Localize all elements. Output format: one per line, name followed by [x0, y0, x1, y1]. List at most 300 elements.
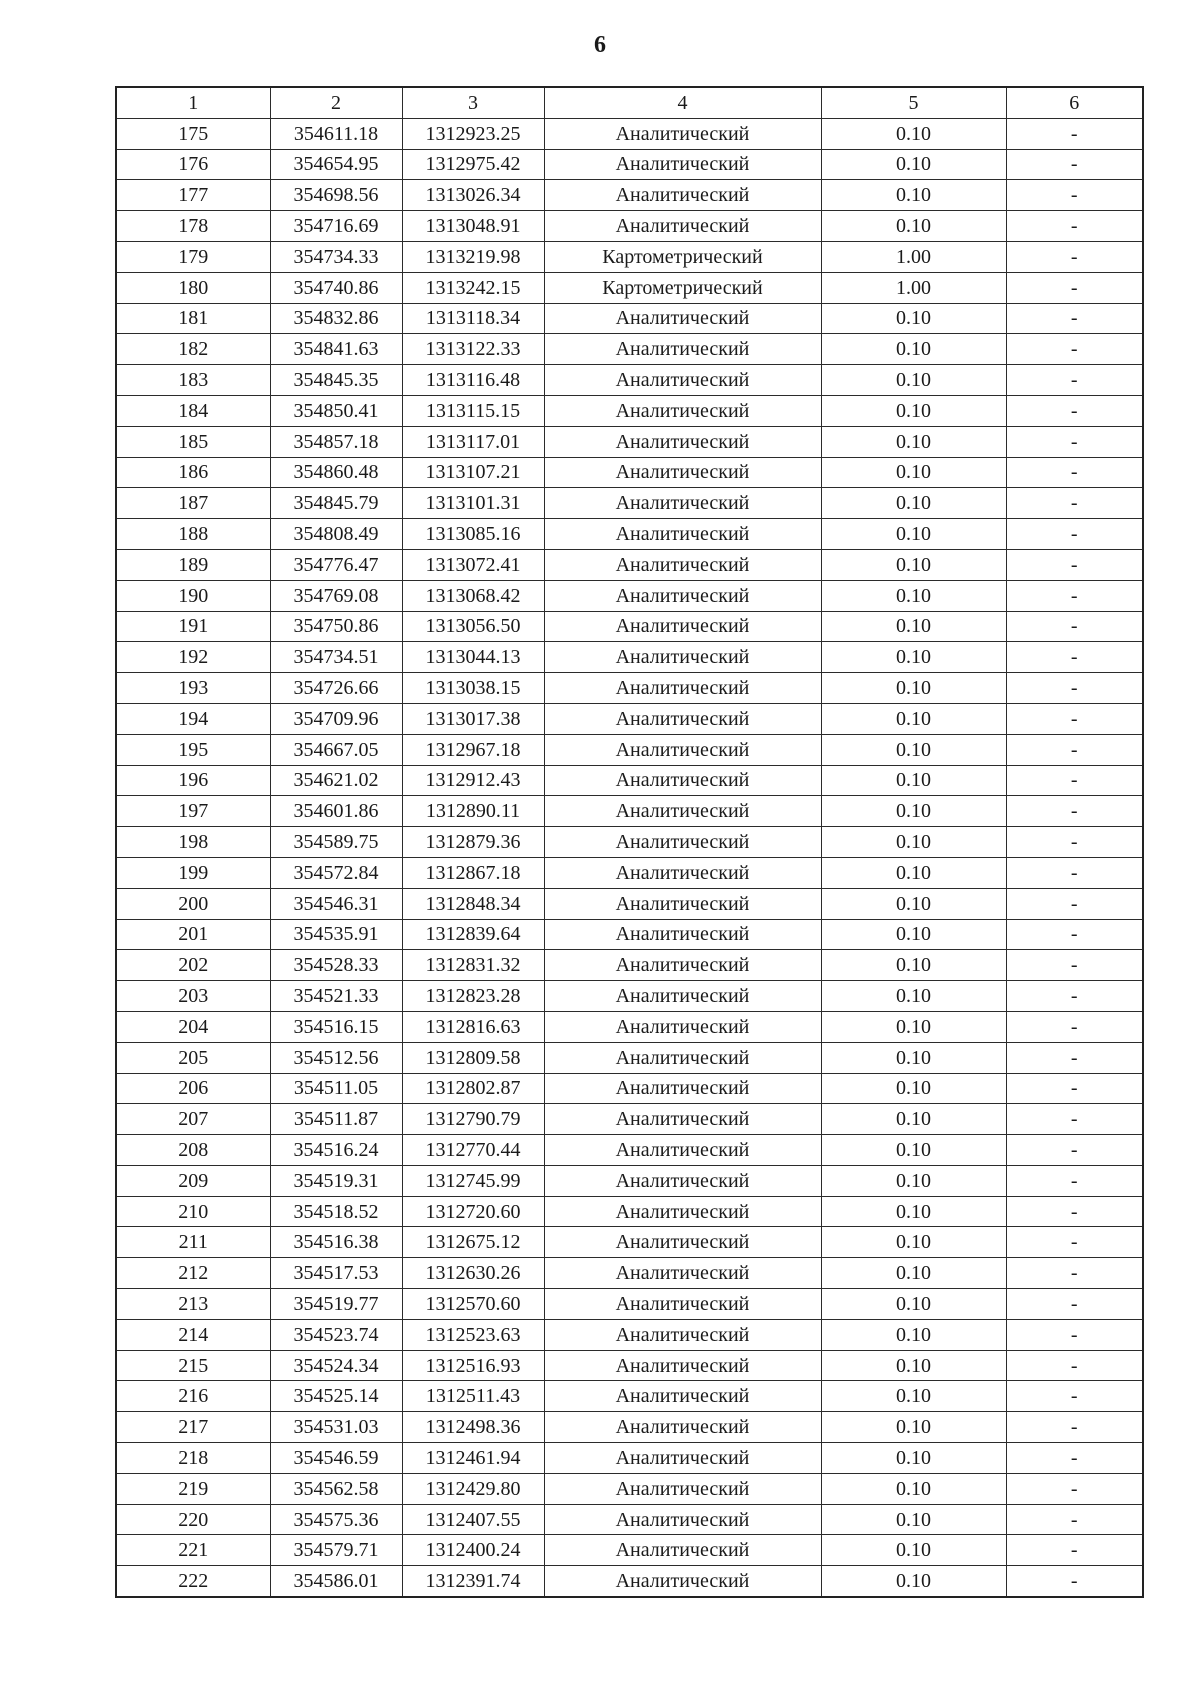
- cell-accuracy: 1.00: [821, 272, 1006, 303]
- cell-note: -: [1006, 457, 1143, 488]
- cell-point-number: 196: [116, 765, 270, 796]
- table-row: [116, 488, 1143, 519]
- cell-y-coordinate: 1312498.36: [402, 1412, 544, 1443]
- table-row: [116, 1566, 1143, 1597]
- table-row: [116, 549, 1143, 580]
- table-row: [116, 888, 1143, 919]
- cell-method: Аналитический: [544, 180, 821, 211]
- cell-point-number: 207: [116, 1104, 270, 1135]
- header-cell-method: 4: [544, 87, 821, 118]
- cell-method: Аналитический: [544, 519, 821, 550]
- cell-accuracy: 0.10: [821, 519, 1006, 550]
- cell-note: -: [1006, 642, 1143, 673]
- table-row: [116, 765, 1143, 796]
- cell-point-number: 219: [116, 1473, 270, 1504]
- cell-method: Аналитический: [544, 580, 821, 611]
- table-row: [116, 857, 1143, 888]
- cell-x-coordinate: 354845.79: [270, 488, 402, 519]
- cell-accuracy: 0.10: [821, 981, 1006, 1012]
- cell-method: Аналитический: [544, 149, 821, 180]
- header-cell-note: 6: [1006, 87, 1143, 118]
- cell-note: -: [1006, 1196, 1143, 1227]
- cell-method: Аналитический: [544, 734, 821, 765]
- cell-method: Аналитический: [544, 426, 821, 457]
- cell-accuracy: 0.10: [821, 1258, 1006, 1289]
- cell-y-coordinate: 1312923.25: [402, 118, 544, 149]
- cell-method: Аналитический: [544, 827, 821, 858]
- cell-y-coordinate: 1312570.60: [402, 1289, 544, 1320]
- table-row: [116, 703, 1143, 734]
- cell-accuracy: 0.10: [821, 1350, 1006, 1381]
- cell-accuracy: 0.10: [821, 180, 1006, 211]
- cell-y-coordinate: 1312511.43: [402, 1381, 544, 1412]
- cell-point-number: 218: [116, 1443, 270, 1474]
- cell-point-number: 192: [116, 642, 270, 673]
- cell-x-coordinate: 354575.36: [270, 1504, 402, 1535]
- cell-method: Аналитический: [544, 1011, 821, 1042]
- cell-note: -: [1006, 950, 1143, 981]
- cell-x-coordinate: 354734.33: [270, 241, 402, 272]
- cell-accuracy: 0.10: [821, 1319, 1006, 1350]
- table-row: [116, 303, 1143, 334]
- cell-note: -: [1006, 149, 1143, 180]
- cell-x-coordinate: 354528.33: [270, 950, 402, 981]
- cell-accuracy: 0.10: [821, 1104, 1006, 1135]
- cell-point-number: 215: [116, 1350, 270, 1381]
- cell-method: Аналитический: [544, 919, 821, 950]
- cell-point-number: 200: [116, 888, 270, 919]
- cell-accuracy: 0.10: [821, 1504, 1006, 1535]
- cell-note: -: [1006, 549, 1143, 580]
- cell-note: -: [1006, 580, 1143, 611]
- cell-point-number: 185: [116, 426, 270, 457]
- cell-x-coordinate: 354524.34: [270, 1350, 402, 1381]
- cell-note: -: [1006, 1227, 1143, 1258]
- cell-y-coordinate: 1312839.64: [402, 919, 544, 950]
- table-row: [116, 395, 1143, 426]
- cell-y-coordinate: 1313242.15: [402, 272, 544, 303]
- cell-accuracy: 0.10: [821, 1535, 1006, 1566]
- cell-accuracy: 0.10: [821, 395, 1006, 426]
- cell-point-number: 222: [116, 1566, 270, 1597]
- cell-note: -: [1006, 1135, 1143, 1166]
- cell-note: -: [1006, 272, 1143, 303]
- table-body: [116, 87, 1143, 1597]
- cell-x-coordinate: 354512.56: [270, 1042, 402, 1073]
- cell-y-coordinate: 1313017.38: [402, 703, 544, 734]
- cell-accuracy: 0.10: [821, 580, 1006, 611]
- cell-y-coordinate: 1312823.28: [402, 981, 544, 1012]
- cell-x-coordinate: 354531.03: [270, 1412, 402, 1443]
- table-header-row: [116, 87, 1143, 118]
- cell-x-coordinate: 354832.86: [270, 303, 402, 334]
- cell-y-coordinate: 1313118.34: [402, 303, 544, 334]
- cell-accuracy: 0.10: [821, 857, 1006, 888]
- cell-point-number: 221: [116, 1535, 270, 1566]
- cell-accuracy: 0.10: [821, 1289, 1006, 1320]
- table-row: [116, 1412, 1143, 1443]
- cell-note: -: [1006, 334, 1143, 365]
- cell-x-coordinate: 354546.59: [270, 1443, 402, 1474]
- cell-accuracy: 0.10: [821, 734, 1006, 765]
- cell-note: -: [1006, 703, 1143, 734]
- cell-y-coordinate: 1312461.94: [402, 1443, 544, 1474]
- cell-point-number: 220: [116, 1504, 270, 1535]
- cell-method: Картометрический: [544, 272, 821, 303]
- cell-method: Аналитический: [544, 334, 821, 365]
- cell-note: -: [1006, 1350, 1143, 1381]
- cell-method: Аналитический: [544, 1042, 821, 1073]
- cell-y-coordinate: 1312745.99: [402, 1165, 544, 1196]
- table-row: [116, 1319, 1143, 1350]
- coordinates-table: [115, 86, 1144, 1598]
- cell-y-coordinate: 1312912.43: [402, 765, 544, 796]
- cell-x-coordinate: 354511.05: [270, 1073, 402, 1104]
- cell-point-number: 213: [116, 1289, 270, 1320]
- cell-note: -: [1006, 519, 1143, 550]
- table-row: [116, 1011, 1143, 1042]
- cell-x-coordinate: 354611.18: [270, 118, 402, 149]
- cell-note: -: [1006, 734, 1143, 765]
- cell-point-number: 199: [116, 857, 270, 888]
- cell-point-number: 179: [116, 241, 270, 272]
- cell-accuracy: 0.10: [821, 118, 1006, 149]
- cell-point-number: 176: [116, 149, 270, 180]
- cell-x-coordinate: 354586.01: [270, 1566, 402, 1597]
- table-row: [116, 1104, 1143, 1135]
- table-row: [116, 149, 1143, 180]
- cell-method: Аналитический: [544, 1104, 821, 1135]
- cell-note: -: [1006, 611, 1143, 642]
- cell-accuracy: 0.10: [821, 1381, 1006, 1412]
- table-row: [116, 580, 1143, 611]
- cell-y-coordinate: 1312630.26: [402, 1258, 544, 1289]
- table-row: [116, 1350, 1143, 1381]
- cell-accuracy: 0.10: [821, 211, 1006, 242]
- cell-method: Аналитический: [544, 1443, 821, 1474]
- table-row: [116, 919, 1143, 950]
- table-row: [116, 673, 1143, 704]
- cell-x-coordinate: 354516.38: [270, 1227, 402, 1258]
- cell-method: Аналитический: [544, 1289, 821, 1320]
- cell-x-coordinate: 354716.69: [270, 211, 402, 242]
- cell-method: Аналитический: [544, 888, 821, 919]
- cell-x-coordinate: 354518.52: [270, 1196, 402, 1227]
- cell-method: Аналитический: [544, 796, 821, 827]
- table-row: [116, 1135, 1143, 1166]
- table-row: [116, 611, 1143, 642]
- cell-method: Аналитический: [544, 1227, 821, 1258]
- cell-method: Аналитический: [544, 118, 821, 149]
- cell-accuracy: 0.10: [821, 642, 1006, 673]
- cell-point-number: 206: [116, 1073, 270, 1104]
- cell-x-coordinate: 354667.05: [270, 734, 402, 765]
- cell-x-coordinate: 354516.24: [270, 1135, 402, 1166]
- cell-point-number: 216: [116, 1381, 270, 1412]
- cell-point-number: 204: [116, 1011, 270, 1042]
- cell-method: Аналитический: [544, 857, 821, 888]
- cell-y-coordinate: 1313056.50: [402, 611, 544, 642]
- cell-y-coordinate: 1313116.48: [402, 365, 544, 396]
- table-row: [116, 457, 1143, 488]
- cell-y-coordinate: 1313117.01: [402, 426, 544, 457]
- cell-accuracy: 0.10: [821, 1042, 1006, 1073]
- cell-x-coordinate: 354546.31: [270, 888, 402, 919]
- cell-note: -: [1006, 365, 1143, 396]
- cell-method: Аналитический: [544, 1412, 821, 1443]
- cell-method: Аналитический: [544, 1165, 821, 1196]
- cell-x-coordinate: 354589.75: [270, 827, 402, 858]
- cell-x-coordinate: 354845.35: [270, 365, 402, 396]
- cell-point-number: 208: [116, 1135, 270, 1166]
- cell-note: -: [1006, 1258, 1143, 1289]
- cell-x-coordinate: 354535.91: [270, 919, 402, 950]
- table-row: [116, 642, 1143, 673]
- cell-y-coordinate: 1312809.58: [402, 1042, 544, 1073]
- cell-y-coordinate: 1313048.91: [402, 211, 544, 242]
- cell-method: Аналитический: [544, 1319, 821, 1350]
- header-cell-accuracy: 5: [821, 87, 1006, 118]
- cell-y-coordinate: 1312720.60: [402, 1196, 544, 1227]
- cell-point-number: 181: [116, 303, 270, 334]
- table-row: [116, 118, 1143, 149]
- cell-note: -: [1006, 1104, 1143, 1135]
- cell-x-coordinate: 354517.53: [270, 1258, 402, 1289]
- cell-note: -: [1006, 1319, 1143, 1350]
- cell-accuracy: 0.10: [821, 488, 1006, 519]
- cell-note: -: [1006, 1042, 1143, 1073]
- cell-point-number: 189: [116, 549, 270, 580]
- cell-point-number: 198: [116, 827, 270, 858]
- cell-y-coordinate: 1313044.13: [402, 642, 544, 673]
- cell-accuracy: 0.10: [821, 334, 1006, 365]
- cell-accuracy: 0.10: [821, 457, 1006, 488]
- table-row: [116, 1258, 1143, 1289]
- cell-accuracy: 0.10: [821, 703, 1006, 734]
- cell-accuracy: 0.10: [821, 1473, 1006, 1504]
- cell-y-coordinate: 1313122.33: [402, 334, 544, 365]
- cell-x-coordinate: 354698.56: [270, 180, 402, 211]
- cell-method: Аналитический: [544, 703, 821, 734]
- cell-x-coordinate: 354601.86: [270, 796, 402, 827]
- cell-point-number: 210: [116, 1196, 270, 1227]
- cell-note: -: [1006, 981, 1143, 1012]
- cell-point-number: 183: [116, 365, 270, 396]
- cell-y-coordinate: 1312848.34: [402, 888, 544, 919]
- table-row: [116, 1165, 1143, 1196]
- cell-y-coordinate: 1313072.41: [402, 549, 544, 580]
- cell-point-number: 195: [116, 734, 270, 765]
- cell-method: Аналитический: [544, 642, 821, 673]
- cell-x-coordinate: 354769.08: [270, 580, 402, 611]
- cell-x-coordinate: 354734.51: [270, 642, 402, 673]
- cell-accuracy: 0.10: [821, 1165, 1006, 1196]
- table-row: [116, 734, 1143, 765]
- cell-point-number: 193: [116, 673, 270, 704]
- cell-x-coordinate: 354572.84: [270, 857, 402, 888]
- header-cell-point-number: 1: [116, 87, 270, 118]
- cell-note: -: [1006, 1535, 1143, 1566]
- cell-accuracy: 0.10: [821, 796, 1006, 827]
- table-row: [116, 1535, 1143, 1566]
- cell-method: Аналитический: [544, 457, 821, 488]
- cell-y-coordinate: 1312867.18: [402, 857, 544, 888]
- cell-method: Аналитический: [544, 1566, 821, 1597]
- cell-note: -: [1006, 1073, 1143, 1104]
- cell-note: -: [1006, 426, 1143, 457]
- cell-note: -: [1006, 1504, 1143, 1535]
- cell-method: Аналитический: [544, 765, 821, 796]
- cell-x-coordinate: 354523.74: [270, 1319, 402, 1350]
- cell-y-coordinate: 1312523.63: [402, 1319, 544, 1350]
- cell-method: Аналитический: [544, 950, 821, 981]
- cell-accuracy: 0.10: [821, 149, 1006, 180]
- cell-point-number: 175: [116, 118, 270, 149]
- cell-y-coordinate: 1312831.32: [402, 950, 544, 981]
- cell-x-coordinate: 354776.47: [270, 549, 402, 580]
- cell-x-coordinate: 354808.49: [270, 519, 402, 550]
- cell-y-coordinate: 1312675.12: [402, 1227, 544, 1258]
- cell-point-number: 190: [116, 580, 270, 611]
- cell-method: Аналитический: [544, 303, 821, 334]
- cell-y-coordinate: 1313085.16: [402, 519, 544, 550]
- cell-method: Аналитический: [544, 395, 821, 426]
- cell-accuracy: 0.10: [821, 1412, 1006, 1443]
- cell-y-coordinate: 1312400.24: [402, 1535, 544, 1566]
- table-row: [116, 1473, 1143, 1504]
- cell-note: -: [1006, 1412, 1143, 1443]
- table-row: [116, 180, 1143, 211]
- table-row: [116, 211, 1143, 242]
- cell-accuracy: 0.10: [821, 765, 1006, 796]
- cell-point-number: 178: [116, 211, 270, 242]
- cell-note: -: [1006, 765, 1143, 796]
- table-row: [116, 827, 1143, 858]
- cell-point-number: 184: [116, 395, 270, 426]
- cell-accuracy: 0.10: [821, 950, 1006, 981]
- cell-x-coordinate: 354726.66: [270, 673, 402, 704]
- cell-y-coordinate: 1313038.15: [402, 673, 544, 704]
- cell-x-coordinate: 354621.02: [270, 765, 402, 796]
- cell-method: Аналитический: [544, 1258, 821, 1289]
- table-row: [116, 519, 1143, 550]
- cell-y-coordinate: 1312975.42: [402, 149, 544, 180]
- cell-note: -: [1006, 1381, 1143, 1412]
- table-row: [116, 1504, 1143, 1535]
- cell-method: Аналитический: [544, 981, 821, 1012]
- cell-x-coordinate: 354850.41: [270, 395, 402, 426]
- cell-point-number: 211: [116, 1227, 270, 1258]
- cell-note: -: [1006, 1473, 1143, 1504]
- table-row: [116, 1227, 1143, 1258]
- table-row: [116, 1381, 1143, 1412]
- cell-point-number: 209: [116, 1165, 270, 1196]
- cell-method: Аналитический: [544, 673, 821, 704]
- cell-accuracy: 0.10: [821, 1011, 1006, 1042]
- table-row: [116, 1042, 1143, 1073]
- cell-x-coordinate: 354519.31: [270, 1165, 402, 1196]
- cell-accuracy: 0.10: [821, 827, 1006, 858]
- cell-point-number: 187: [116, 488, 270, 519]
- table-row: [116, 981, 1143, 1012]
- cell-accuracy: 0.10: [821, 303, 1006, 334]
- cell-note: -: [1006, 488, 1143, 519]
- table-row: [116, 796, 1143, 827]
- cell-method: Аналитический: [544, 611, 821, 642]
- cell-point-number: 182: [116, 334, 270, 365]
- cell-method: Аналитический: [544, 488, 821, 519]
- cell-point-number: 194: [116, 703, 270, 734]
- cell-x-coordinate: 354750.86: [270, 611, 402, 642]
- cell-point-number: 203: [116, 981, 270, 1012]
- cell-note: -: [1006, 1443, 1143, 1474]
- cell-y-coordinate: 1312407.55: [402, 1504, 544, 1535]
- table-row: [116, 272, 1143, 303]
- cell-point-number: 197: [116, 796, 270, 827]
- cell-method: Аналитический: [544, 211, 821, 242]
- cell-note: -: [1006, 118, 1143, 149]
- cell-note: -: [1006, 211, 1143, 242]
- cell-note: -: [1006, 241, 1143, 272]
- cell-method: Аналитический: [544, 1135, 821, 1166]
- cell-point-number: 201: [116, 919, 270, 950]
- cell-x-coordinate: 354562.58: [270, 1473, 402, 1504]
- table-row: [116, 950, 1143, 981]
- cell-point-number: 191: [116, 611, 270, 642]
- table-row: [116, 334, 1143, 365]
- cell-x-coordinate: 354525.14: [270, 1381, 402, 1412]
- cell-y-coordinate: 1313115.15: [402, 395, 544, 426]
- cell-point-number: 205: [116, 1042, 270, 1073]
- cell-accuracy: 0.10: [821, 1443, 1006, 1474]
- cell-x-coordinate: 354511.87: [270, 1104, 402, 1135]
- cell-y-coordinate: 1312802.87: [402, 1073, 544, 1104]
- cell-accuracy: 0.10: [821, 611, 1006, 642]
- cell-y-coordinate: 1312391.74: [402, 1566, 544, 1597]
- cell-y-coordinate: 1312890.11: [402, 796, 544, 827]
- cell-y-coordinate: 1313219.98: [402, 241, 544, 272]
- cell-point-number: 186: [116, 457, 270, 488]
- table-row: [116, 1289, 1143, 1320]
- cell-y-coordinate: 1312790.79: [402, 1104, 544, 1135]
- cell-y-coordinate: 1313068.42: [402, 580, 544, 611]
- cell-y-coordinate: 1312816.63: [402, 1011, 544, 1042]
- cell-method: Аналитический: [544, 1350, 821, 1381]
- cell-point-number: 202: [116, 950, 270, 981]
- cell-y-coordinate: 1312429.80: [402, 1473, 544, 1504]
- cell-y-coordinate: 1313101.31: [402, 488, 544, 519]
- table-row: [116, 241, 1143, 272]
- cell-accuracy: 0.10: [821, 1196, 1006, 1227]
- cell-x-coordinate: 354740.86: [270, 272, 402, 303]
- cell-point-number: 177: [116, 180, 270, 211]
- cell-x-coordinate: 354521.33: [270, 981, 402, 1012]
- cell-method: Аналитический: [544, 1196, 821, 1227]
- cell-accuracy: 0.10: [821, 1566, 1006, 1597]
- cell-method: Аналитический: [544, 1381, 821, 1412]
- cell-accuracy: 0.10: [821, 1227, 1006, 1258]
- cell-method: Аналитический: [544, 365, 821, 396]
- cell-accuracy: 0.10: [821, 426, 1006, 457]
- table-row: [116, 1073, 1143, 1104]
- cell-y-coordinate: 1312770.44: [402, 1135, 544, 1166]
- cell-note: -: [1006, 1566, 1143, 1597]
- cell-method: Аналитический: [544, 1504, 821, 1535]
- cell-x-coordinate: 354579.71: [270, 1535, 402, 1566]
- cell-accuracy: 0.10: [821, 919, 1006, 950]
- cell-note: -: [1006, 303, 1143, 334]
- cell-note: -: [1006, 888, 1143, 919]
